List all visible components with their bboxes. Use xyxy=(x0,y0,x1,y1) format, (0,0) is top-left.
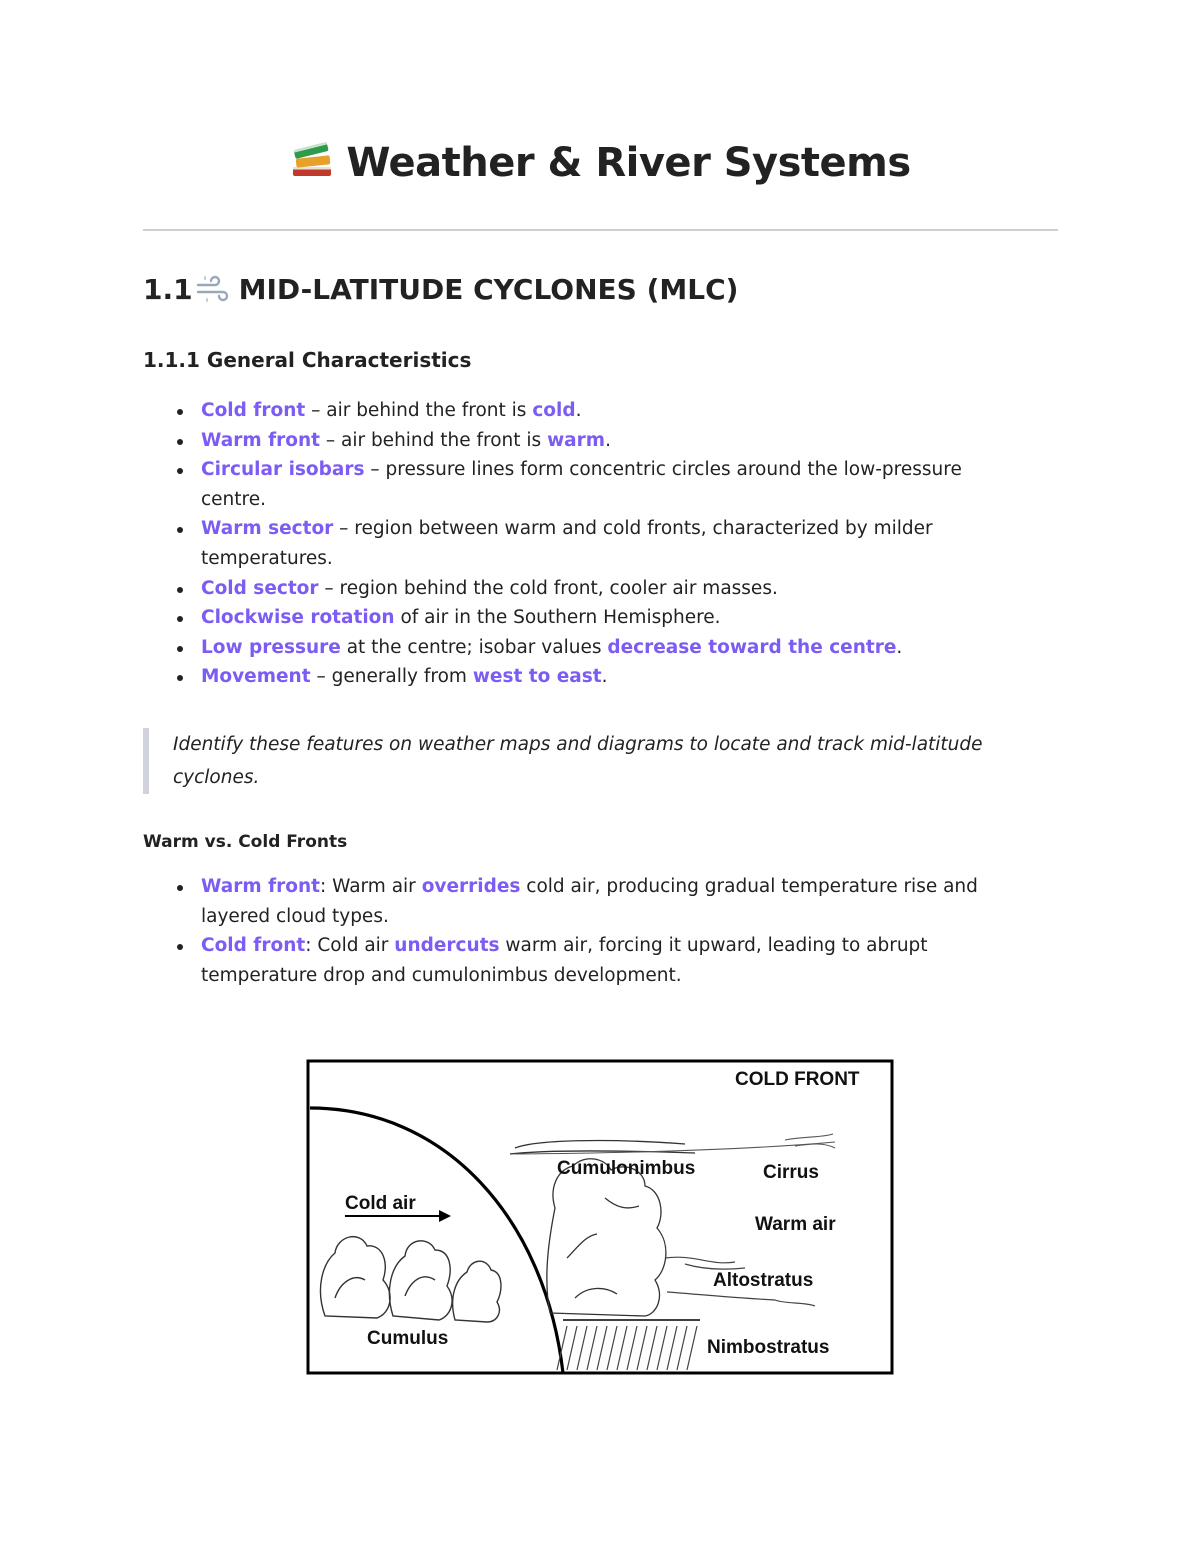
highlighted-term: overrides xyxy=(421,876,521,897)
list-item xyxy=(177,931,997,990)
highlighted-term: undercuts xyxy=(394,935,500,957)
list-item-text: . xyxy=(601,666,608,688)
list-item-text: . xyxy=(896,636,903,658)
highlighted-term: warm xyxy=(547,429,606,451)
list-item-text: cold air, producing gradual temperature rise and layered cloud types. xyxy=(201,876,978,927)
highlighted-term: decrease toward the centre xyxy=(607,636,897,658)
section-heading xyxy=(143,273,738,310)
list-item-text: – region between warm and cold fronts, characterized by milder temperatures. xyxy=(201,518,933,569)
list-item-text: – pressure lines form concentric circles around the low-pressure centre. xyxy=(201,459,962,510)
list-item-text: . xyxy=(605,429,611,451)
highlighted-term: cold xyxy=(532,400,576,421)
list-item-text: at the centre; isobar values xyxy=(340,636,608,658)
highlighted-term: Warm sector xyxy=(201,518,334,540)
list-item-text: . xyxy=(575,400,582,421)
horizontal-divider xyxy=(143,229,1058,231)
page-title xyxy=(143,140,1058,190)
wind-icon xyxy=(195,275,231,310)
highlighted-term: Cold front xyxy=(201,935,306,957)
label-altostratus: Altostratus xyxy=(713,1270,814,1291)
highlighted-term: Warm front xyxy=(201,429,320,451)
list-item-text: : Warm air xyxy=(319,876,422,897)
note-text: Identify these features on weather maps and diagrams to locate and track mid-latitude cyclones. xyxy=(173,734,983,788)
note-blockquote xyxy=(143,728,1064,794)
highlighted-term: Low pressure xyxy=(201,636,341,658)
list-item xyxy=(177,633,997,663)
list-item xyxy=(177,872,997,931)
characteristics-list xyxy=(177,396,997,692)
list-item-text: – generally from xyxy=(310,666,473,688)
list-item-text: – region behind the cold front, cooler air masses. xyxy=(318,577,778,599)
books-icon xyxy=(290,140,334,190)
label-cumulus: Cumulus xyxy=(367,1328,449,1349)
list-item xyxy=(177,396,997,426)
cold-front-diagram xyxy=(305,1058,895,1376)
label-cirrus: Cirrus xyxy=(763,1162,819,1183)
label-nimbostratus: Nimbostratus xyxy=(707,1337,830,1358)
list-item xyxy=(177,574,997,604)
subsection-heading: 1.1.1 General Characteristics xyxy=(143,348,472,372)
list-item-text: : Cold air xyxy=(305,935,395,957)
list-item-text: warm air, forcing it upward, leading to abrupt temperature drop and cumulonimbus development. xyxy=(201,935,928,986)
highlighted-term: Warm front xyxy=(201,876,320,897)
page-title-text: Weather & River Systems xyxy=(346,140,911,186)
highlighted-term: Circular isobars xyxy=(201,459,365,481)
list-item xyxy=(177,662,997,692)
highlighted-term: Clockwise rotation xyxy=(201,607,395,629)
label-warm-air: Warm air xyxy=(755,1214,836,1235)
fronts-list xyxy=(177,872,997,990)
list-item-text: of air in the Southern Hemisphere. xyxy=(394,607,721,629)
list-item-text: – air behind the front is xyxy=(305,400,533,421)
section-number: 1.1 xyxy=(143,273,193,306)
diagram-title: COLD FRONT xyxy=(735,1069,860,1090)
list-item xyxy=(177,603,997,633)
label-cold-air: Cold air xyxy=(345,1193,416,1214)
section-heading-text: MID-LATITUDE CYCLONES (MLC) xyxy=(238,273,739,306)
list-item-text: – air behind the front is xyxy=(319,429,548,451)
highlighted-term: west to east xyxy=(472,666,602,688)
list-item xyxy=(177,426,997,456)
list-item xyxy=(177,514,997,573)
highlighted-term: Cold front xyxy=(201,400,306,421)
highlighted-term: Cold sector xyxy=(201,577,319,599)
list-item xyxy=(177,455,997,514)
label-cumulonimbus: Cumulonimbus xyxy=(557,1158,696,1179)
highlighted-term: Movement xyxy=(201,666,311,688)
fronts-heading: Warm vs. Cold Fronts xyxy=(143,832,348,852)
